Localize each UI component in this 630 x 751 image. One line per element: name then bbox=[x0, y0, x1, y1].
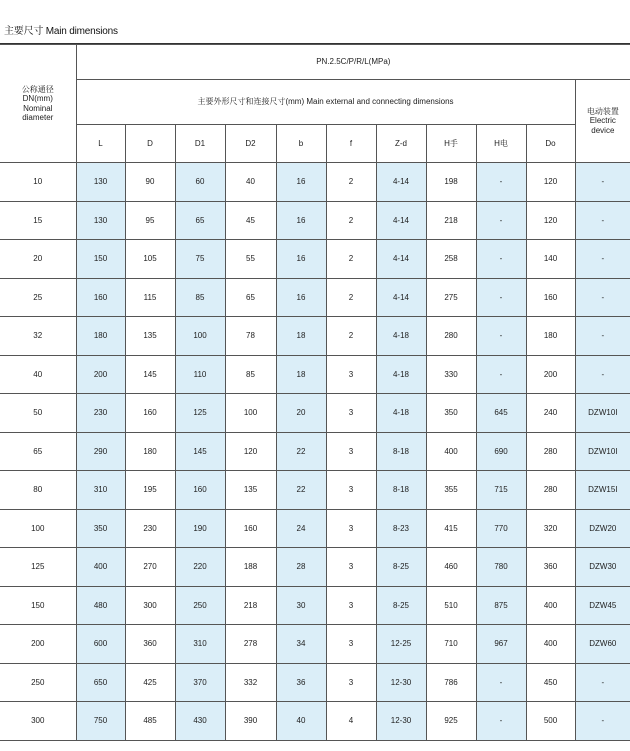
table-row bbox=[0, 586, 630, 625]
value-cell: 16 bbox=[276, 278, 326, 317]
dn-header-line: diameter bbox=[22, 112, 54, 122]
value-cell: 120 bbox=[526, 163, 575, 202]
value-cell: 967 bbox=[476, 625, 526, 664]
value-cell: 600 bbox=[76, 625, 125, 664]
value-cell: 278 bbox=[225, 625, 276, 664]
value-cell: 480 bbox=[76, 586, 125, 625]
value-cell: 4-14 bbox=[376, 201, 426, 240]
value-cell: 650 bbox=[76, 663, 125, 702]
value-cell: 3 bbox=[326, 355, 376, 394]
value-cell: 8-18 bbox=[376, 471, 426, 510]
dn-cell: 25 bbox=[0, 278, 76, 317]
value-cell: 4-14 bbox=[376, 163, 426, 202]
value-cell: 140 bbox=[526, 240, 575, 279]
electric-device-cell: DZW10I bbox=[575, 432, 630, 471]
value-cell: 200 bbox=[76, 355, 125, 394]
value-cell: 3 bbox=[326, 586, 376, 625]
dn-cell: 80 bbox=[0, 471, 76, 510]
table-row bbox=[0, 625, 630, 664]
value-cell: 3 bbox=[326, 471, 376, 510]
value-cell: 115 bbox=[125, 278, 175, 317]
value-cell: 180 bbox=[526, 317, 575, 356]
value-cell: 100 bbox=[225, 394, 276, 433]
value-cell: 350 bbox=[76, 509, 125, 548]
value-cell: 750 bbox=[76, 702, 125, 741]
value-cell: 275 bbox=[426, 278, 476, 317]
value-cell: 360 bbox=[125, 625, 175, 664]
electric-device-cell: - bbox=[575, 163, 630, 202]
value-cell: 100 bbox=[175, 317, 225, 356]
value-cell: 2 bbox=[326, 240, 376, 279]
value-cell: 160 bbox=[125, 394, 175, 433]
value-cell: 130 bbox=[76, 201, 125, 240]
electric-header-line: Electric bbox=[589, 116, 616, 126]
value-cell: 350 bbox=[426, 394, 476, 433]
value-cell: 300 bbox=[125, 586, 175, 625]
value-cell: - bbox=[476, 201, 526, 240]
value-cell: - bbox=[476, 317, 526, 356]
table-row bbox=[0, 278, 630, 317]
value-cell: 120 bbox=[526, 201, 575, 240]
value-cell: 310 bbox=[76, 471, 125, 510]
electric-device-cell: DZW60 bbox=[575, 625, 630, 664]
electric-device-cell: DZW30 bbox=[575, 548, 630, 587]
table-row bbox=[0, 663, 630, 702]
value-cell: 230 bbox=[76, 394, 125, 433]
value-cell: 400 bbox=[426, 432, 476, 471]
dn-cell: 15 bbox=[0, 201, 76, 240]
electric-device-cell: DZW45 bbox=[575, 586, 630, 625]
dn-header-line: DN(mm) bbox=[22, 94, 53, 104]
dn-header-line: Nominal bbox=[23, 103, 53, 113]
value-cell: - bbox=[476, 163, 526, 202]
value-cell: - bbox=[476, 240, 526, 279]
value-cell: 425 bbox=[125, 663, 175, 702]
page-title: 主要尺寸 Main dimensions bbox=[4, 26, 118, 37]
value-cell: 400 bbox=[526, 625, 575, 664]
value-cell: 4-18 bbox=[376, 394, 426, 433]
dn-cell: 65 bbox=[0, 432, 76, 471]
value-cell: 710 bbox=[426, 625, 476, 664]
value-cell: 218 bbox=[426, 201, 476, 240]
value-cell: 34 bbox=[276, 625, 326, 664]
column-header: H电 bbox=[476, 125, 526, 163]
value-cell: 332 bbox=[225, 663, 276, 702]
dn-cell: 20 bbox=[0, 240, 76, 279]
value-cell: 22 bbox=[276, 471, 326, 510]
value-cell: 400 bbox=[76, 548, 125, 587]
value-cell: 240 bbox=[526, 394, 575, 433]
value-cell: 135 bbox=[125, 317, 175, 356]
value-cell: 160 bbox=[526, 278, 575, 317]
value-cell: 22 bbox=[276, 432, 326, 471]
dimensions-group-header: 主要外形尺寸和连接尺寸(mm) Main external and connecting dimensions bbox=[76, 80, 575, 125]
table-row bbox=[0, 471, 630, 510]
value-cell: 400 bbox=[526, 586, 575, 625]
column-header: D2 bbox=[225, 125, 276, 163]
value-cell: 40 bbox=[276, 702, 326, 741]
dn-cell: 200 bbox=[0, 625, 76, 664]
dn-cell: 10 bbox=[0, 163, 76, 202]
value-cell: 160 bbox=[225, 509, 276, 548]
value-cell: 180 bbox=[76, 317, 125, 356]
value-cell: 40 bbox=[225, 163, 276, 202]
value-cell: 95 bbox=[125, 201, 175, 240]
dn-cell: 250 bbox=[0, 663, 76, 702]
value-cell: - bbox=[476, 663, 526, 702]
value-cell: 4-18 bbox=[376, 355, 426, 394]
value-cell: 150 bbox=[76, 240, 125, 279]
value-cell: 280 bbox=[526, 471, 575, 510]
value-cell: 4-14 bbox=[376, 240, 426, 279]
electric-device-cell: - bbox=[575, 240, 630, 279]
column-header: b bbox=[276, 125, 326, 163]
value-cell: 135 bbox=[225, 471, 276, 510]
value-cell: 360 bbox=[526, 548, 575, 587]
value-cell: 645 bbox=[476, 394, 526, 433]
value-cell: 330 bbox=[426, 355, 476, 394]
value-cell: 160 bbox=[175, 471, 225, 510]
value-cell: 120 bbox=[225, 432, 276, 471]
value-cell: 715 bbox=[476, 471, 526, 510]
column-header: Z-d bbox=[376, 125, 426, 163]
value-cell: 2 bbox=[326, 201, 376, 240]
value-cell: 2 bbox=[326, 163, 376, 202]
value-cell: 370 bbox=[175, 663, 225, 702]
value-cell: 320 bbox=[526, 509, 575, 548]
value-cell: 16 bbox=[276, 163, 326, 202]
value-cell: 60 bbox=[175, 163, 225, 202]
value-cell: 770 bbox=[476, 509, 526, 548]
dn-cell: 300 bbox=[0, 702, 76, 741]
value-cell: 85 bbox=[175, 278, 225, 317]
table-row bbox=[0, 355, 630, 394]
electric-device-cell: DZW15I bbox=[575, 471, 630, 510]
column-header: D bbox=[125, 125, 175, 163]
value-cell: 450 bbox=[526, 663, 575, 702]
value-cell: 45 bbox=[225, 201, 276, 240]
value-cell: 250 bbox=[175, 586, 225, 625]
value-cell: 20 bbox=[276, 394, 326, 433]
value-cell: 28 bbox=[276, 548, 326, 587]
table-row bbox=[0, 394, 630, 433]
value-cell: 218 bbox=[225, 586, 276, 625]
value-cell: 8-25 bbox=[376, 548, 426, 587]
value-cell: 3 bbox=[326, 394, 376, 433]
table-row bbox=[0, 548, 630, 587]
value-cell: 8-18 bbox=[376, 432, 426, 471]
column-header: L bbox=[76, 125, 125, 163]
electric-header-line: 电动装置 bbox=[586, 107, 619, 117]
value-cell: 36 bbox=[276, 663, 326, 702]
dn-cell: 40 bbox=[0, 355, 76, 394]
value-cell: 198 bbox=[426, 163, 476, 202]
value-cell: 12-25 bbox=[376, 625, 426, 664]
value-cell: 85 bbox=[225, 355, 276, 394]
value-cell: 30 bbox=[276, 586, 326, 625]
dn-cell: 50 bbox=[0, 394, 76, 433]
column-header: Do bbox=[526, 125, 575, 163]
value-cell: 500 bbox=[526, 702, 575, 741]
column-header: f bbox=[326, 125, 376, 163]
value-cell: 12-30 bbox=[376, 663, 426, 702]
value-cell: 925 bbox=[426, 702, 476, 741]
value-cell: 875 bbox=[476, 586, 526, 625]
dn-cell: 32 bbox=[0, 317, 76, 356]
value-cell: 220 bbox=[175, 548, 225, 587]
value-cell: 24 bbox=[276, 509, 326, 548]
value-cell: 270 bbox=[125, 548, 175, 587]
value-cell: 188 bbox=[225, 548, 276, 587]
pressure-header: PN.2.5C/P/R/L(MPa) bbox=[76, 45, 630, 80]
electric-device-cell: - bbox=[575, 702, 630, 741]
value-cell: 75 bbox=[175, 240, 225, 279]
value-cell: 90 bbox=[125, 163, 175, 202]
value-cell: 8-23 bbox=[376, 509, 426, 548]
value-cell: 4-14 bbox=[376, 278, 426, 317]
value-cell: 200 bbox=[526, 355, 575, 394]
value-cell: 690 bbox=[476, 432, 526, 471]
value-cell: 3 bbox=[326, 509, 376, 548]
dn-cell: 125 bbox=[0, 548, 76, 587]
value-cell: 180 bbox=[125, 432, 175, 471]
electric-device-header bbox=[575, 80, 630, 163]
value-cell: 145 bbox=[125, 355, 175, 394]
value-cell: 110 bbox=[175, 355, 225, 394]
value-cell: - bbox=[476, 355, 526, 394]
value-cell: 145 bbox=[175, 432, 225, 471]
value-cell: 485 bbox=[125, 702, 175, 741]
value-cell: 2 bbox=[326, 278, 376, 317]
value-cell: 510 bbox=[426, 586, 476, 625]
electric-device-cell: DZW10I bbox=[575, 394, 630, 433]
column-header: D1 bbox=[175, 125, 225, 163]
electric-header-line: device bbox=[591, 125, 615, 135]
value-cell: 3 bbox=[326, 663, 376, 702]
dn-header-line: 公称通径 bbox=[21, 85, 54, 95]
value-cell: 190 bbox=[175, 509, 225, 548]
value-cell: 130 bbox=[76, 163, 125, 202]
electric-device-cell: - bbox=[575, 317, 630, 356]
value-cell: 3 bbox=[326, 548, 376, 587]
electric-device-cell: - bbox=[575, 663, 630, 702]
table-row bbox=[0, 201, 630, 240]
value-cell: 460 bbox=[426, 548, 476, 587]
value-cell: 16 bbox=[276, 201, 326, 240]
dn-header bbox=[0, 45, 76, 163]
table-row bbox=[0, 240, 630, 279]
value-cell: 786 bbox=[426, 663, 476, 702]
value-cell: 3 bbox=[326, 625, 376, 664]
value-cell: 12-30 bbox=[376, 702, 426, 741]
value-cell: 4 bbox=[326, 702, 376, 741]
value-cell: 310 bbox=[175, 625, 225, 664]
value-cell: 125 bbox=[175, 394, 225, 433]
dn-cell: 100 bbox=[0, 509, 76, 548]
value-cell: 415 bbox=[426, 509, 476, 548]
value-cell: 258 bbox=[426, 240, 476, 279]
value-cell: 4-18 bbox=[376, 317, 426, 356]
value-cell: 16 bbox=[276, 240, 326, 279]
value-cell: 390 bbox=[225, 702, 276, 741]
value-cell: 8-25 bbox=[376, 586, 426, 625]
value-cell: - bbox=[476, 702, 526, 741]
value-cell: 55 bbox=[225, 240, 276, 279]
table-row bbox=[0, 317, 630, 356]
value-cell: 195 bbox=[125, 471, 175, 510]
column-header: H手 bbox=[426, 125, 476, 163]
table-row bbox=[0, 509, 630, 548]
value-cell: 78 bbox=[225, 317, 276, 356]
value-cell: 780 bbox=[476, 548, 526, 587]
value-cell: 430 bbox=[175, 702, 225, 741]
value-cell: 290 bbox=[76, 432, 125, 471]
value-cell: 3 bbox=[326, 432, 376, 471]
electric-device-cell: DZW20 bbox=[575, 509, 630, 548]
value-cell: 280 bbox=[426, 317, 476, 356]
value-cell: 230 bbox=[125, 509, 175, 548]
electric-device-cell: - bbox=[575, 278, 630, 317]
value-cell: - bbox=[476, 278, 526, 317]
table-row bbox=[0, 163, 630, 202]
dn-cell: 150 bbox=[0, 586, 76, 625]
value-cell: 2 bbox=[326, 317, 376, 356]
electric-device-cell: - bbox=[575, 355, 630, 394]
table-row bbox=[0, 702, 630, 741]
value-cell: 65 bbox=[225, 278, 276, 317]
electric-device-cell: - bbox=[575, 201, 630, 240]
value-cell: 18 bbox=[276, 317, 326, 356]
value-cell: 18 bbox=[276, 355, 326, 394]
value-cell: 355 bbox=[426, 471, 476, 510]
value-cell: 280 bbox=[526, 432, 575, 471]
value-cell: 160 bbox=[76, 278, 125, 317]
value-cell: 105 bbox=[125, 240, 175, 279]
dimensions-table bbox=[0, 44, 630, 741]
table-row bbox=[0, 432, 630, 471]
value-cell: 65 bbox=[175, 201, 225, 240]
